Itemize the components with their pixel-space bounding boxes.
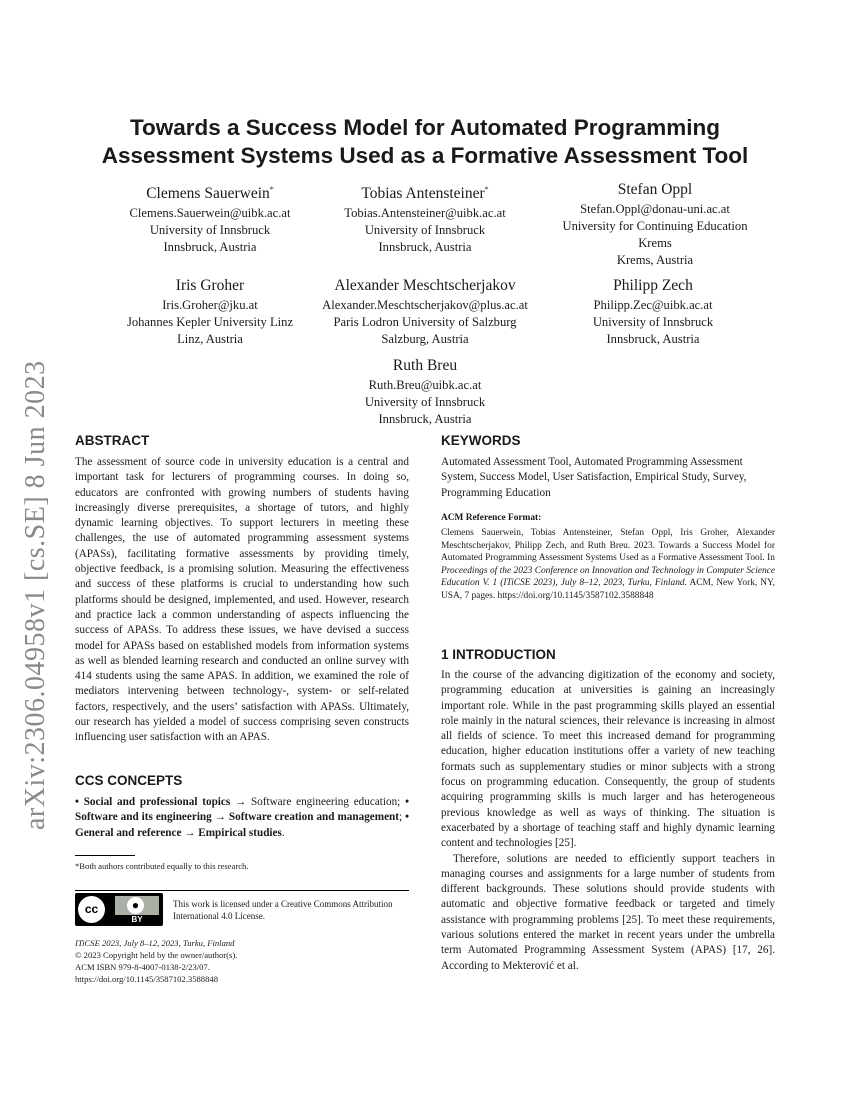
author-block [310, 180, 540, 256]
author-affiliation-city: Krems [638, 236, 672, 250]
author-affiliation: University of Innsbruck [364, 223, 486, 238]
isbn: ACM ISBN 979-8-4007-0138-2/23/07. [75, 962, 210, 972]
ccs-text: • Social and professional topics → Software engineering education; • Software and its engineering → Software creation and management; • General and reference → Empirical studies. [75, 796, 409, 839]
acm-ref-text: Clemens Sauerwein, Tobias Antensteiner, Stefan Oppl, Iris Groher, Alexander Meschtscherjakov, Philipp Zech, and Ruth Breu. 2023. Towards a Success Model for Automated Programming Assessment Systems Used as a Formative Assessment Tool. In Proceedings of the 2023 Conference on Innovation and Technology in Computer Science Education V. 1 (ITiCSE 2023), July 8–12, 2023, Turku, Finland. ACM, New York, NY, USA, 7 pages. https://doi.org/10.1145/3587102.3588848 [441, 528, 775, 601]
arxiv-identifier: arXiv:2306.04958v1 [cs.SE] 8 Jun 2023 [20, 360, 51, 830]
conference-venue: ITiCSE 2023, July 8–12, 2023, Turku, Finland [75, 938, 235, 948]
author-affiliation: University of Innsbruck [149, 223, 271, 238]
license-text: This work is licensed under a Creative Commons Attribution International 4.0 License. [173, 899, 393, 921]
doi-link[interactable]: https://doi.org/10.1145/3587102.3588848 [75, 974, 218, 984]
author-location: Linz, Austria [177, 332, 243, 346]
abstract-heading: ABSTRACT [75, 433, 150, 448]
by-label: BY [131, 915, 143, 924]
copyright: © 2023 Copyright held by the owner/author(s). [75, 950, 238, 960]
author-location: Innsbruck, Austria [378, 412, 472, 426]
author-email: Iris.Groher@jku.at [162, 298, 258, 312]
introduction-text [441, 668, 775, 974]
author-email: Alexander.Meschtscherjakov@plus.ac.at [322, 298, 528, 312]
author-name: Philipp Zech [613, 277, 693, 294]
person-icon: ● [127, 897, 144, 914]
author-affiliation: Johannes Kepler University Linz [126, 315, 294, 329]
author-name: Alexander Meschtscherjakov [334, 277, 516, 294]
cc-icon: cc [78, 896, 105, 923]
author-name: Tobias Antensteiner* [361, 185, 489, 203]
author-name: Ruth Breu [392, 357, 458, 374]
author-block [95, 180, 325, 256]
author-location: Salzburg, Austria [381, 332, 469, 346]
author-affiliation: University of Innsbruck [364, 395, 486, 409]
author-affiliation: Paris Lodron University of Salzburg [333, 315, 517, 329]
author-block [95, 276, 325, 348]
author-affiliation: University of Innsbruck [592, 315, 714, 329]
author-email: Philipp.Zec@uibk.ac.at [593, 298, 713, 312]
cc-by-license-badge [75, 893, 163, 926]
footnote-rule [75, 855, 135, 856]
author-location: Innsbruck, Austria [163, 240, 257, 255]
title-line-1: Towards a Success Model for Automated Programming [129, 115, 721, 140]
abstract-text: The assessment of source code in university education is a central and important task for lecturers of programming courses. In doing so, educators are confronted with growing numbers of students having increasingly diverse prerequisites, a shortage of tutors, and highly dynamic learning objectives. To support lecturers in meeting these challenges, the use of automated programming assessment systems (APASs), facilitating formative assessments by providing timely, objective feedback, is a promising solution. Measuring the effectiveness and success of these platforms is crucial to understanding how such platforms should be designed, implemented, and used. However, research and practice lack a common understanding of aspects influencing the success of APASs. To address these issues, we have devised a success model for APASs based on established models from information systems as well as blended learning research and conducted an online survey with 414 students using the same APAS. In addition, we examined the role of mediators intervening between technology-, system- or self-related factors, respectively, and the users’ satisfaction with APASs. Ultimately, our research has yielded a model of success comprising seven constructs influencing user satisfaction with an APAS. [75, 456, 409, 744]
intro-paragraph-1: In the course of the advancing digitization of the economy and society, programming education at universities is gaining an increasingly important role. While in the past programming skills played an essential role mainly in the natural sciences, their relevance is increasing in almost all fields of science. To meet this increased demand for programming education, higher education institutions offer a variety of new teaching formats such as supplementary studies or minor subjects with a strong focus on programming education. Consequently, the group of students acquiring programming skills is much larger and has heterogeneous previous knowledge as well as ways of thinking. The situation is exacerbated by a shortage of teaching staff and highly dynamic learning content and technologies [25]. [441, 669, 775, 850]
keywords-text: Automated Assessment Tool, Automated Programming Assessment System, Success Model, User Satisfaction, Empirical Study, Survey, Programming Education [441, 456, 747, 499]
author-email: Tobias.Antensteiner@uibk.ac.at [344, 206, 506, 221]
author-location: Krems, Austria [616, 253, 694, 267]
author-email: Clemens.Sauerwein@uibk.ac.at [129, 206, 291, 221]
ccs-heading: CCS CONCEPTS [75, 773, 183, 788]
paper-title [75, 114, 775, 170]
author-location: Innsbruck, Austria [606, 332, 700, 346]
author-affiliation: University for Continuing Education [562, 219, 748, 233]
intro-paragraph-2: Therefore, solutions are needed to efficiently support teachers in managing courses and assignments for a large number of students from different backgrounds. These solutions should provide students with automatic and objective formative feedback or targeted and timely assistance with programming problems [25]. To meet these requirements, various solutions entered the market in recent years under the umbrella term Automated Programming Assessment System (APAS) [17, 26]. According to Mekterović et al. [441, 852, 775, 972]
author-name: Iris Groher [175, 277, 245, 294]
title-line-2: Assessment Systems Used as a Formative Assessment Tool [101, 143, 749, 168]
footnote: *Both authors contributed equally to this research. [75, 861, 249, 871]
conference-info [75, 937, 409, 985]
author-block [310, 356, 540, 428]
author-location: Innsbruck, Austria [378, 240, 472, 255]
author-name: Stefan Oppl [617, 181, 693, 198]
author-block [538, 276, 768, 348]
license-rule [75, 890, 409, 891]
author-email: Ruth.Breu@uibk.ac.at [368, 378, 482, 392]
author-email: Stefan.Oppl@donau-uni.ac.at [580, 202, 730, 216]
acm-ref-heading: ACM Reference Format: [441, 513, 542, 523]
author-block [300, 276, 550, 348]
author-block [530, 180, 780, 269]
author-name: Clemens Sauerwein* [146, 185, 274, 203]
keywords-heading: KEYWORDS [441, 433, 521, 448]
introduction-heading: 1 INTRODUCTION [441, 647, 556, 662]
